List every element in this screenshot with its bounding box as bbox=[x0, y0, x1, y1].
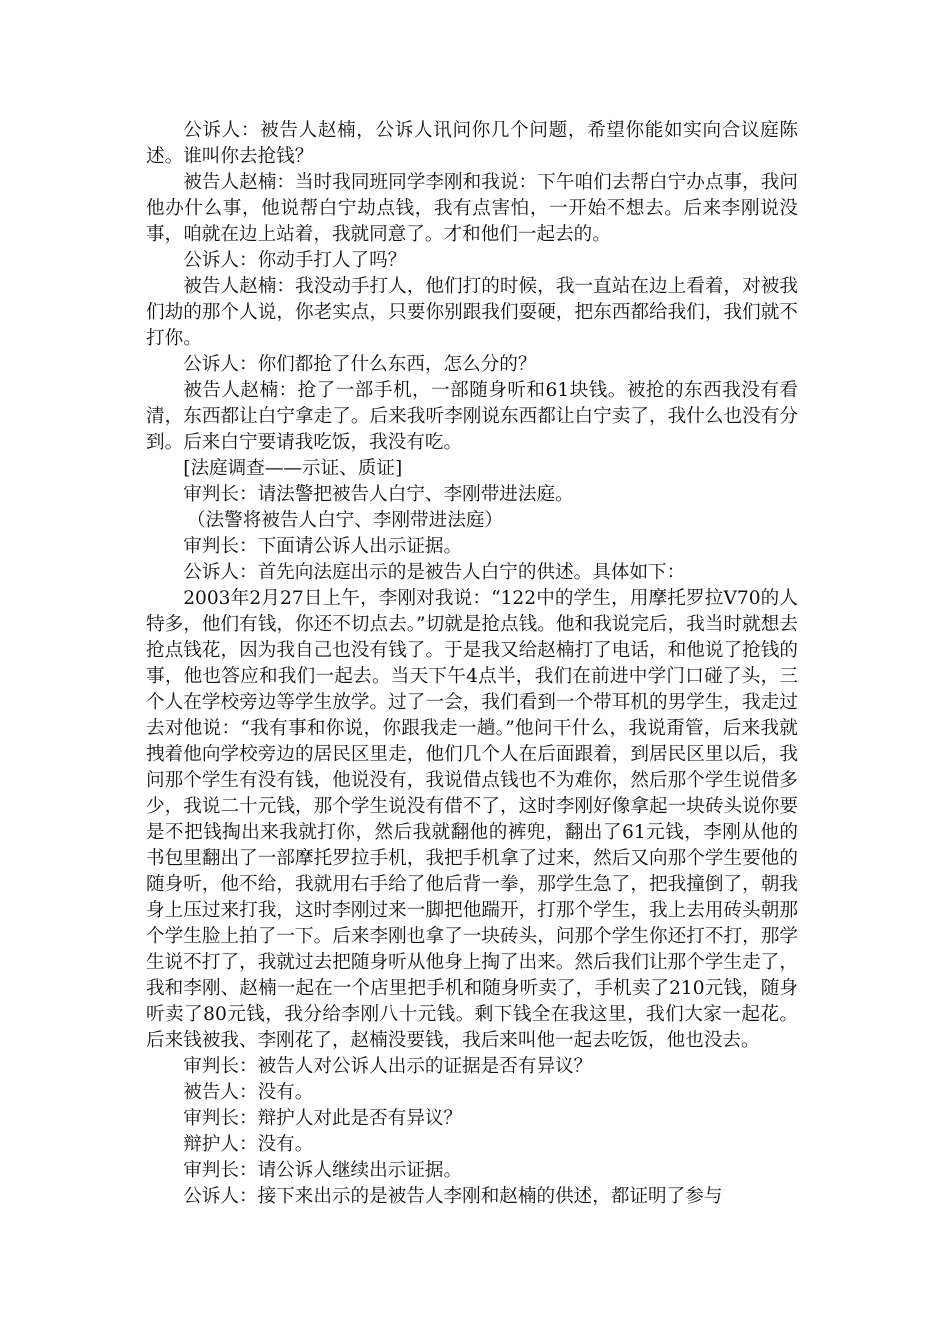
paragraph-judge-statement: 审判长：被告人对公诉人出示的证据是否有异议？ bbox=[183, 1056, 593, 1077]
stage-direction: （法警将被告人白宁、李刚带进法庭） bbox=[186, 510, 504, 531]
paragraph-judge-statement: 审判长：请法警把被告人白宁、李刚带进法庭。 bbox=[183, 484, 574, 505]
paragraph-prosecutor-question: 公诉人：被告人赵楠，公诉人讯问你几个问题，希望你能如实向合议庭陈述。谁叫你去抢钱？ bbox=[146, 120, 798, 167]
section-heading: [法庭调查——示证、质证] bbox=[183, 458, 403, 479]
paragraph-judge-statement: 审判长：辩护人对此是否有异议？ bbox=[183, 1108, 463, 1129]
paragraph-judge-statement: 审判长：请公诉人继续出示证据。 bbox=[183, 1160, 463, 1181]
paragraph-defender-answer: 辩护人：没有。 bbox=[183, 1134, 314, 1155]
document-body bbox=[146, 118, 798, 1210]
paragraph-prosecutor-question: 公诉人：你动手打人了吗？ bbox=[183, 250, 407, 271]
paragraph-testimony: 2003年2月27日上午，李刚对我说：“122中的学生，用摩托罗拉V70的人特多，他们有钱，你还不切点去。”切就是抢点钱。他和我说完后，我当时就想去抢点钱花，因为我自己也没有钱了。于是我又给赵楠打了电话，和他说了抢钱的事，他也答应和我们一起去。当天下午4点半，我们在前进中学门口碰了头，三个人在学校旁边等学生放学。过了一会，我们看到一个带耳机的男学生，我走过去对他说：“我有事和你说，你跟我走一趟。”他问干什么，我说甭管，后来我就拽着他向学校旁边的居民区里走，他们几个人在后面跟着，到居民区里以后，我问那个学生有没有钱，他说没有，我说借点钱也不为难你，然后那个学生说借多少，我说二十元钱，那个学生说没有借不了，这时李刚好像拿起一块砖头说你要是不把钱掏出来我就打你，然后我就翻他的裤兜，翻出了61元钱，李刚从他的书包里翻出了一部摩托罗拉手机，我把手机拿了过来，然后又向那个学生要他的随身听，他不给，我就用右手给了他后背一拳，那学生急了，把我撞倒了，朝我身上压过来打我，这时李刚过来一脚把他踹开，打那个学生，我上去用砖头朝那个学生脸上拍了一下。后来李刚也拿了一块砖头，问那个学生你还打不打，那学生说不打了，我就过去把随身听从他身上掏了出来。然后我们让那个学生走了，我和李刚、赵楠一起在一个店里把手机和随身听卖了，手机卖了210元钱，随身听卖了80元钱，我分给李刚八十元钱。剩下钱全在我这里，我们大家一起花。后来钱被我、李刚花了，赵楠没要钱，我后来叫他一起去吃饭，他也没去。 bbox=[146, 588, 798, 1051]
paragraph-prosecutor-statement: 公诉人：接下来出示的是被告人李刚和赵楠的供述，都证明了参与 bbox=[183, 1186, 723, 1207]
paragraph-zhaonan-answer: 被告人赵楠：抢了一部手机，一部随身听和61块钱。被抢的东西我没有看清，东西都让白宁拿走了。后来我听李刚说东西都让白宁卖了，我什么也没有分到。后来白宁要请我吃饭，我没有吃。 bbox=[146, 380, 798, 453]
paragraph-judge-statement: 审判长：下面请公诉人出示证据。 bbox=[183, 536, 463, 557]
paragraph-prosecutor-statement: 公诉人：首先向法庭出示的是被告人白宁的供述。具体如下： bbox=[183, 562, 686, 583]
paragraph-defendant-answer: 被告人：没有。 bbox=[183, 1082, 314, 1103]
paragraph-zhaonan-answer: 被告人赵楠：当时我同班同学李刚和我说：下午咱们去帮白宁办点事，我问他办什么事，他说帮白宁劫点钱，我有点害怕，一开始不想去。后来李刚说没事，咱就在边上站着，我就同意了。才和他们一起去的。 bbox=[146, 172, 798, 245]
paragraph-zhaonan-answer: 被告人赵楠：我没动手打人，他们打的时候，我一直站在边上看着，对被我们劫的那个人说，你老实点，只要你别跟我们耍硬，把东西都给我们，我们就不打你。 bbox=[146, 276, 798, 349]
paragraph-prosecutor-question: 公诉人：你们都抢了什么东西，怎么分的？ bbox=[183, 354, 537, 375]
